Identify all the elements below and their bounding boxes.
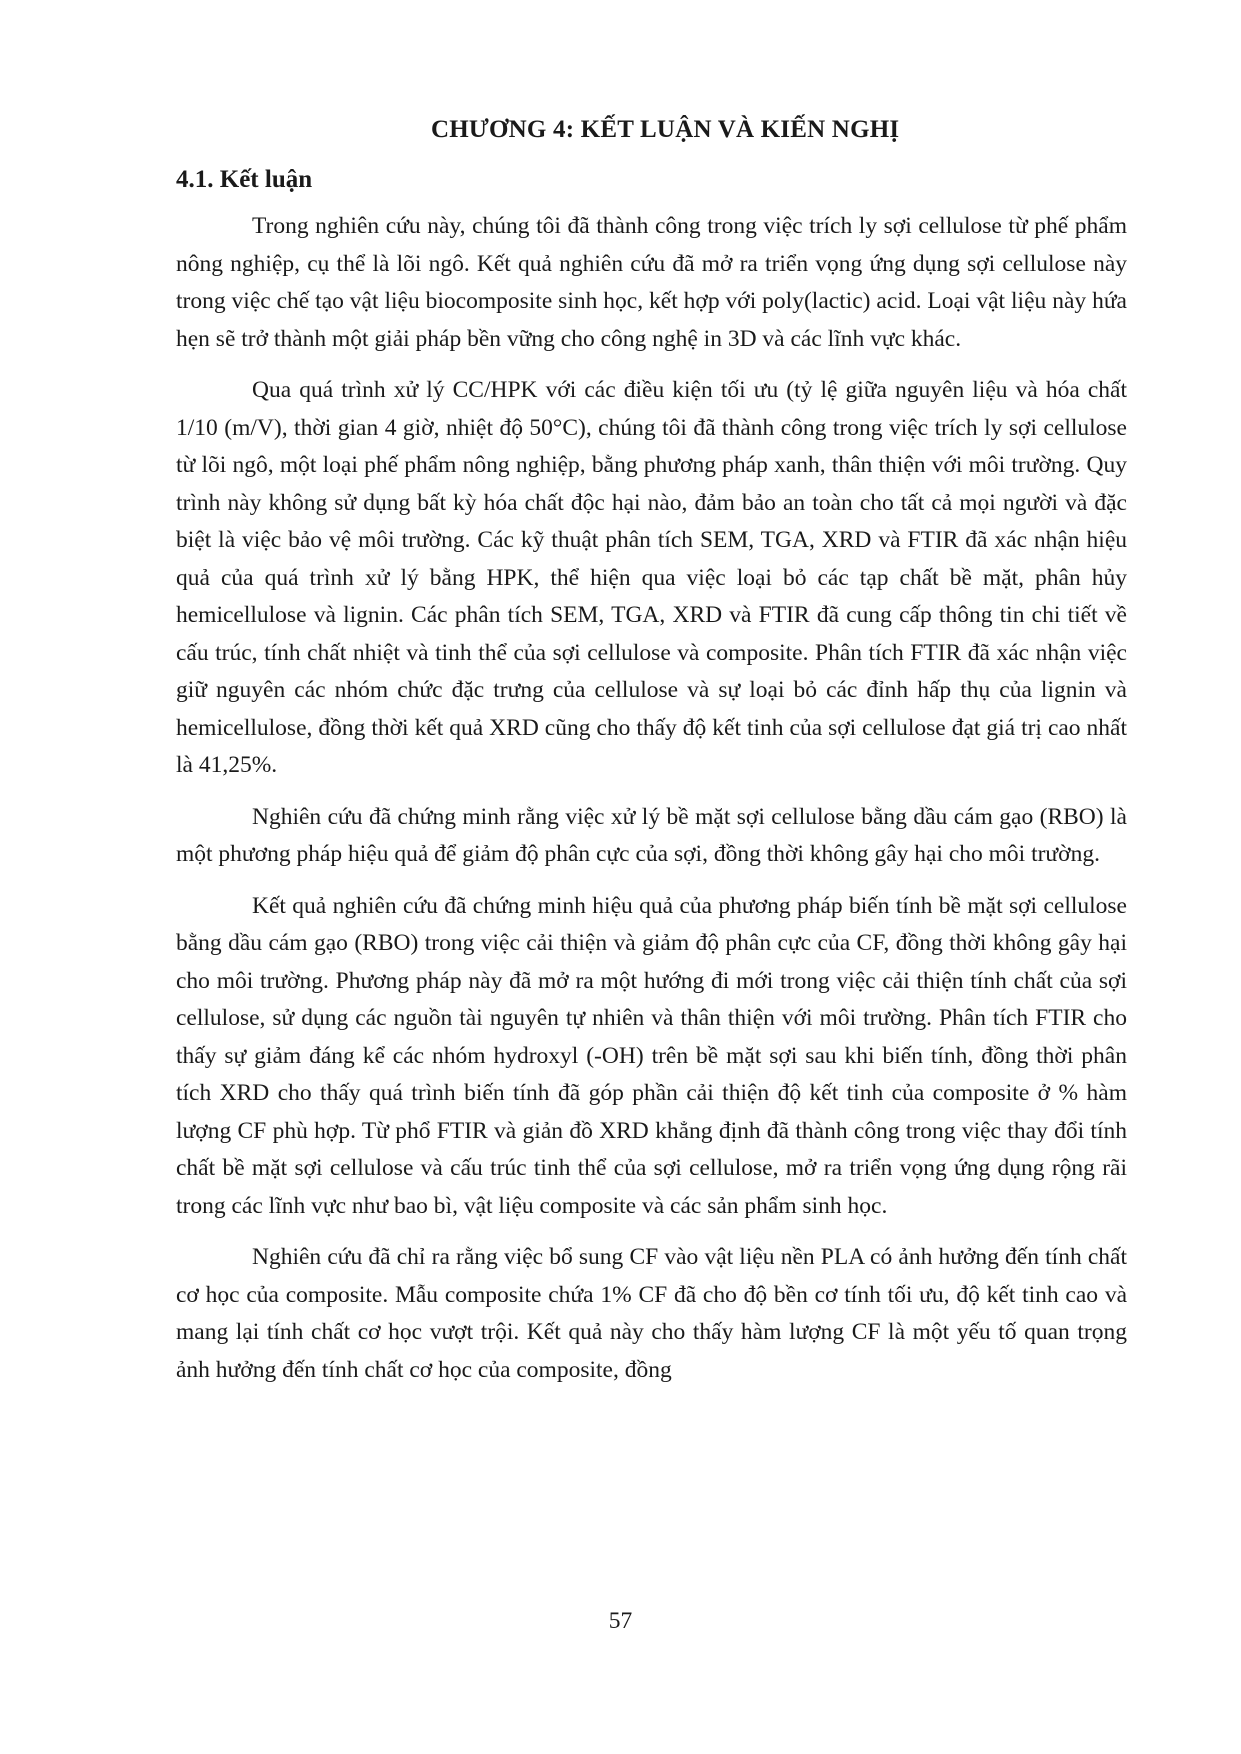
paragraph-3: Nghiên cứu đã chứng minh rằng việc xử lý bề mặt sợi cellulose bằng dầu cám gạo (RBO) là một phương pháp hiệu quả để giảm độ phân cực của sợi, đồng thời không gây hại cho môi trường.	[176, 803, 1127, 867]
paragraph-5: Nghiên cứu đã chỉ ra rằng việc bổ sung CF vào vật liệu nền PLA có ảnh hưởng đến tính chất cơ học của composite. Mẫu composite chứa 1% CF đã cho độ bền cơ tính tối ưu, độ kết tinh cao và mang lại tính chất cơ học vượt trội. Kết quả này cho thấy hàm lượng CF là một yếu tố quan trọng ảnh hưởng đến tính chất cơ học của composite, đồng	[176, 1244, 1127, 1383]
page-number: 57	[608, 1608, 633, 1634]
paragraph-4: Kết quả nghiên cứu đã chứng minh hiệu quả của phương pháp biến tính bề mặt sợi cellulose bằng dầu cám gạo (RBO) trong việc cải thiện và giảm độ phân cực của CF, đồng thời không gây hại cho môi trường. Phương pháp này đã mở ra một hướng đi mới trong việc cải thiện tính chất của sợi cellulose, sử dụng các nguồn tài nguyên tự nhiên và thân thiện với môi trường. Phân tích FTIR cho thấy sự giảm đáng kể các nhóm hydroxyl (-OH) trên bề mặt sợi sau khi biến tính, đồng thời phân tích XRD cho thấy quá trình biến tính đã góp phần cải thiện độ kết tinh của composite ở % hàm lượng CF phù hợp. Từ phổ FTIR và giản đồ XRD khẳng định đã thành công trong việc thay đổi tính chất bề mặt sợi cellulose và cấu trúc tinh thể của sợi cellulose, mở ra triển vọng ứng dụng rộng rãi trong các lĩnh vực như bao bì, vật liệu composite và các sản phẩm sinh học.	[176, 892, 1127, 1219]
paragraph-1: Trong nghiên cứu này, chúng tôi đã thành công trong việc trích ly sợi cellulose từ phế phẩm nông nghiệp, cụ thể là lõi ngô. Kết quả nghiên cứu đã mở ra triển vọng ứng dụng sợi cellulose này trong việc chế tạo vật liệu biocomposite sinh học, kết hợp với poly(lactic) acid. Loại vật liệu này hứa hẹn sẽ trở thành một giải pháp bền vững cho công nghệ in 3D và các lĩnh vực khác.	[176, 213, 1127, 352]
chapter-title: CHƯƠNG 4: KẾT LUẬN VÀ KIẾN NGHỊ	[431, 116, 900, 143]
document-page	[176, 110, 1127, 1403]
section-heading: 4.1. Kết luận	[176, 166, 313, 193]
paragraph-2: Qua quá trình xử lý CC/HPK với các điều kiện tối ưu (tỷ lệ giữa nguyên liệu và hóa chất 1/10 (m/V), thời gian 4 giờ, nhiệt độ 50°C), chúng tôi đã thành công trong việc trích ly sợi cellulose từ lõi ngô, một loại phế phẩm nông nghiệp, bằng phương pháp xanh, thân thiện với môi trường. Quy trình này không sử dụng bất kỳ hóa chất độc hại nào, đảm bảo an toàn cho tất cả mọi người và đặc biệt là việc bảo vệ môi trường. Các kỹ thuật phân tích SEM, TGA, XRD và FTIR đã xác nhận hiệu quả của quá trình xử lý bằng HPK, thể hiện qua việc loại bỏ các tạp chất bề mặt, phân hủy hemicellulose và lignin. Các phân tích SEM, TGA, XRD và FTIR đã cung cấp thông tin chi tiết về cấu trúc, tính chất nhiệt và tinh thể của sợi cellulose và composite. Phân tích FTIR đã xác nhận việc giữ nguyên các nhóm chức đặc trưng của cellulose và sự loại bỏ các đỉnh hấp thụ của lignin và hemicellulose, đồng thời kết quả XRD cũng cho thấy độ kết tinh của sợi cellulose đạt giá trị cao nhất là 41,25%.	[176, 377, 1127, 778]
